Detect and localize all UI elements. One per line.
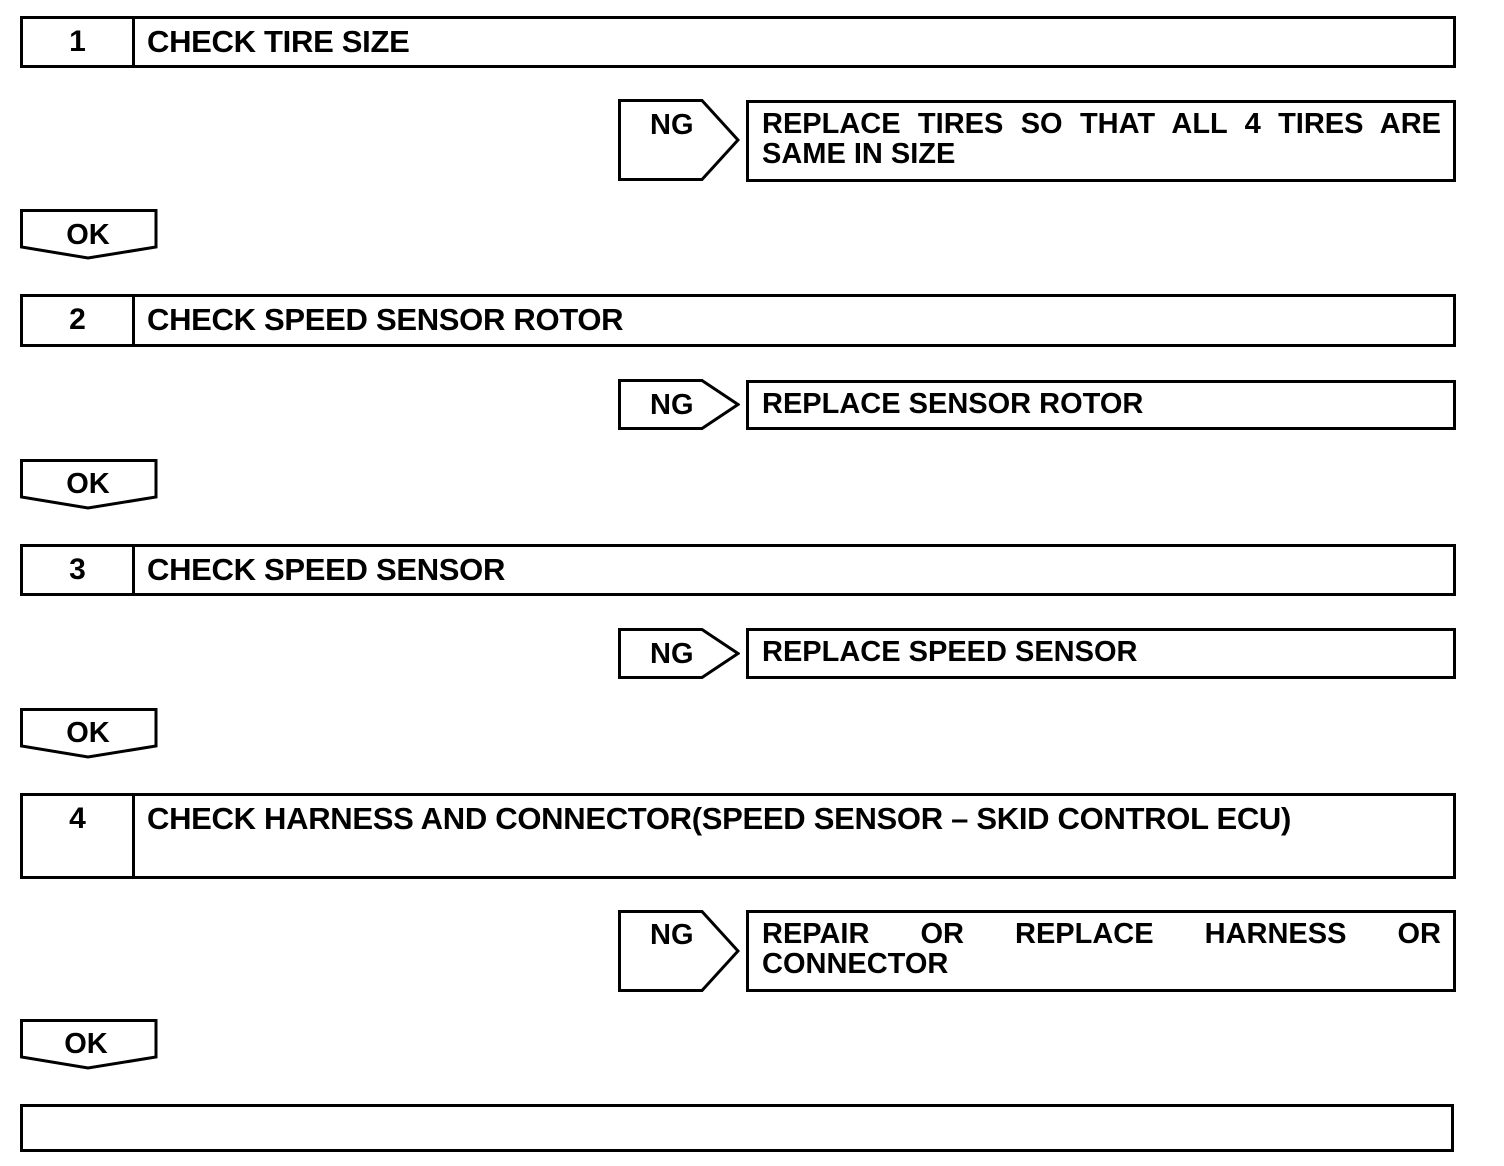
step-4-number: 4 xyxy=(23,796,135,876)
step-1-ng-action: REPLACE TIRES SO THAT ALL 4 TIRES ARE SAME IN SIZE xyxy=(746,100,1456,182)
step-1-ok-label: OK xyxy=(66,219,110,251)
step-3-number: 3 xyxy=(23,547,135,593)
step-4-box xyxy=(20,793,1456,879)
step-3-title: CHECK SPEED SENSOR xyxy=(147,552,506,587)
step-3-box xyxy=(20,544,1456,596)
step-1-box xyxy=(20,16,1456,68)
final-step-box xyxy=(20,1104,1454,1152)
step-1-ng-label: NG xyxy=(650,109,694,141)
step-2-ng-label: NG xyxy=(650,389,694,421)
step-1-number: 1 xyxy=(23,19,135,65)
step-1-title: CHECK TIRE SIZE xyxy=(147,24,410,59)
step-2-box xyxy=(20,294,1456,347)
step-2-number: 2 xyxy=(23,297,135,344)
step-2-ng-action: REPLACE SENSOR ROTOR xyxy=(746,380,1456,430)
step-3-ng-action: REPLACE SPEED SENSOR xyxy=(746,628,1456,679)
step-3-ok-label: OK xyxy=(66,717,110,749)
step-4-ng-label: NG xyxy=(650,919,694,951)
step-4-ng-action: REPAIR OR REPLACE HARNESS OR CONNECTOR xyxy=(746,910,1456,992)
step-3-ng-label: NG xyxy=(650,638,694,670)
step-4-title: CHECK HARNESS AND CONNECTOR(SPEED SENSOR – SKID CONTROL ECU) xyxy=(147,801,1292,836)
step-4-ok-label: OK xyxy=(64,1028,108,1060)
step-2-title: CHECK SPEED SENSOR ROTOR xyxy=(147,302,624,337)
step-2-ok-label: OK xyxy=(66,468,110,500)
